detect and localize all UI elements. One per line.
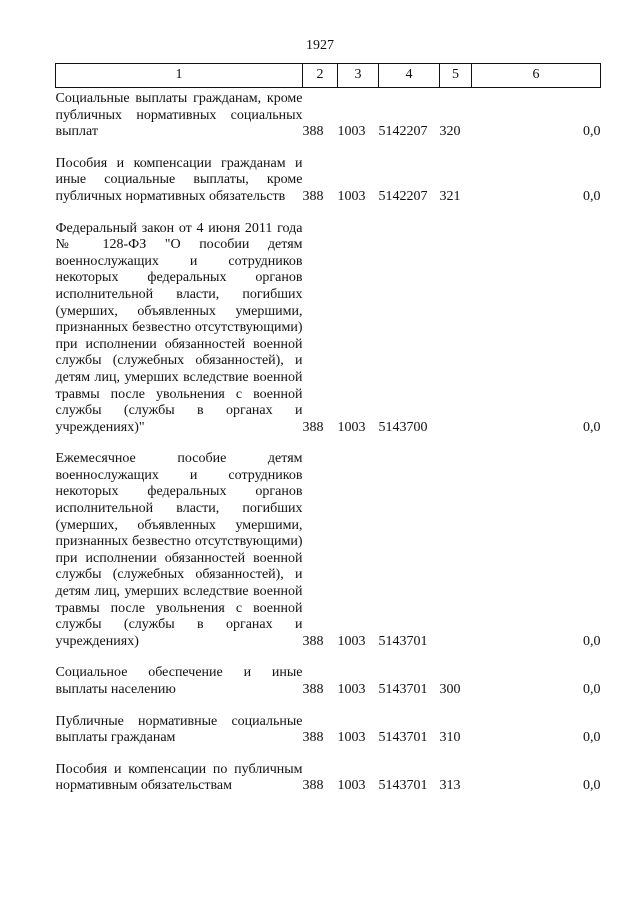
row-expense-type (440, 448, 472, 662)
header-col-3: 3 (338, 64, 379, 88)
row-expense-type (440, 218, 472, 449)
row-article-code: 5142207 (378, 124, 428, 140)
row-section-code: 1003 (337, 124, 366, 140)
row-amount: 0,0 (583, 419, 601, 435)
row-description: Пособия и компенсации по публичным нормативным обязательствам (55, 761, 303, 794)
row-expense-type: 313 (439, 778, 461, 794)
header-col-1: 1 (56, 64, 303, 88)
row-section-code: 1003 (337, 730, 366, 746)
row-description: Социальное обеспечение и иные выплаты населению (55, 665, 303, 697)
table-row (56, 448, 601, 662)
header-col-4: 4 (379, 64, 440, 88)
budget-table (55, 63, 601, 807)
row-expense-type: 321 (439, 188, 461, 204)
row-amount: 0,0 (583, 188, 601, 204)
row-amount: 0,0 (583, 778, 601, 794)
row-description: Ежемесячное пособие детям военнослужащих и сотрудников некоторых федеральных органов исполнительной власти, погибших (умерших, объявленных умершими, признанных безвестно отсутствующими) при исполнении обязанностей военной службы (служебных обязанностей), и детям лиц, умерших вследствие военной травмы после увольнения с военной службы (службы в органах и учреждениях) (55, 451, 303, 649)
header-col-6: 6 (472, 64, 601, 88)
row-article-code: 5143701 (378, 633, 428, 649)
row-article-code: 5142207 (378, 188, 428, 204)
row-amount: 0,0 (583, 730, 601, 746)
table-row (56, 662, 601, 710)
row-section-code: 1003 (337, 188, 366, 204)
row-section-code: 1003 (337, 682, 366, 697)
row-amount: 0,0 (583, 124, 601, 140)
row-article-code: 5143701 (378, 730, 428, 746)
table-row (56, 153, 601, 218)
table-row (56, 218, 601, 449)
row-article-code: 5143701 (378, 682, 428, 697)
row-admin-code: 388 (302, 778, 324, 794)
row-section-code: 1003 (337, 419, 366, 435)
row-expense-type: 310 (439, 730, 461, 746)
row-admin-code: 388 (302, 730, 324, 746)
row-expense-type: 300 (439, 682, 461, 697)
table-row (56, 88, 601, 153)
row-description: Федеральный закон от 4 июня 2011 года № 128-ФЗ "О пособии детям военнослужащих и сотрудников некоторых федеральных органов исполнительной власти, погибших (умерших, объявленных умершими, признанных безвестно отсутствующими) при исполнении обязанностей военной службы (служебных обязанностей), и детям лиц, умерших вследствие военной травмы после увольнения с военной службы (службы в органах и учреждениях)" (55, 220, 303, 435)
row-section-code: 1003 (337, 778, 366, 794)
row-description: Публичные нормативные социальные выплаты гражданам (55, 713, 303, 746)
row-admin-code: 388 (302, 633, 324, 649)
row-amount: 0,0 (583, 633, 601, 649)
row-section-code: 1003 (337, 633, 366, 649)
row-expense-type: 320 (439, 124, 461, 140)
row-description: Социальные выплаты гражданам, кроме публичных нормативных социальных выплат (55, 91, 303, 140)
row-admin-code: 388 (302, 682, 324, 697)
table-row (56, 759, 601, 807)
row-admin-code: 388 (302, 124, 324, 140)
row-article-code: 5143701 (378, 778, 428, 794)
header-row (56, 64, 601, 88)
row-description: Пособия и компенсации гражданам и иные социальные выплаты, кроме публичных нормативных обязательств (55, 155, 303, 204)
row-article-code: 5143700 (378, 419, 428, 435)
row-admin-code: 388 (302, 419, 324, 435)
header-col-5: 5 (440, 64, 472, 88)
row-amount: 0,0 (583, 682, 601, 697)
page-number: 1927 (306, 38, 334, 53)
row-admin-code: 388 (302, 188, 324, 204)
table-row (56, 711, 601, 759)
header-col-2: 2 (303, 64, 338, 88)
